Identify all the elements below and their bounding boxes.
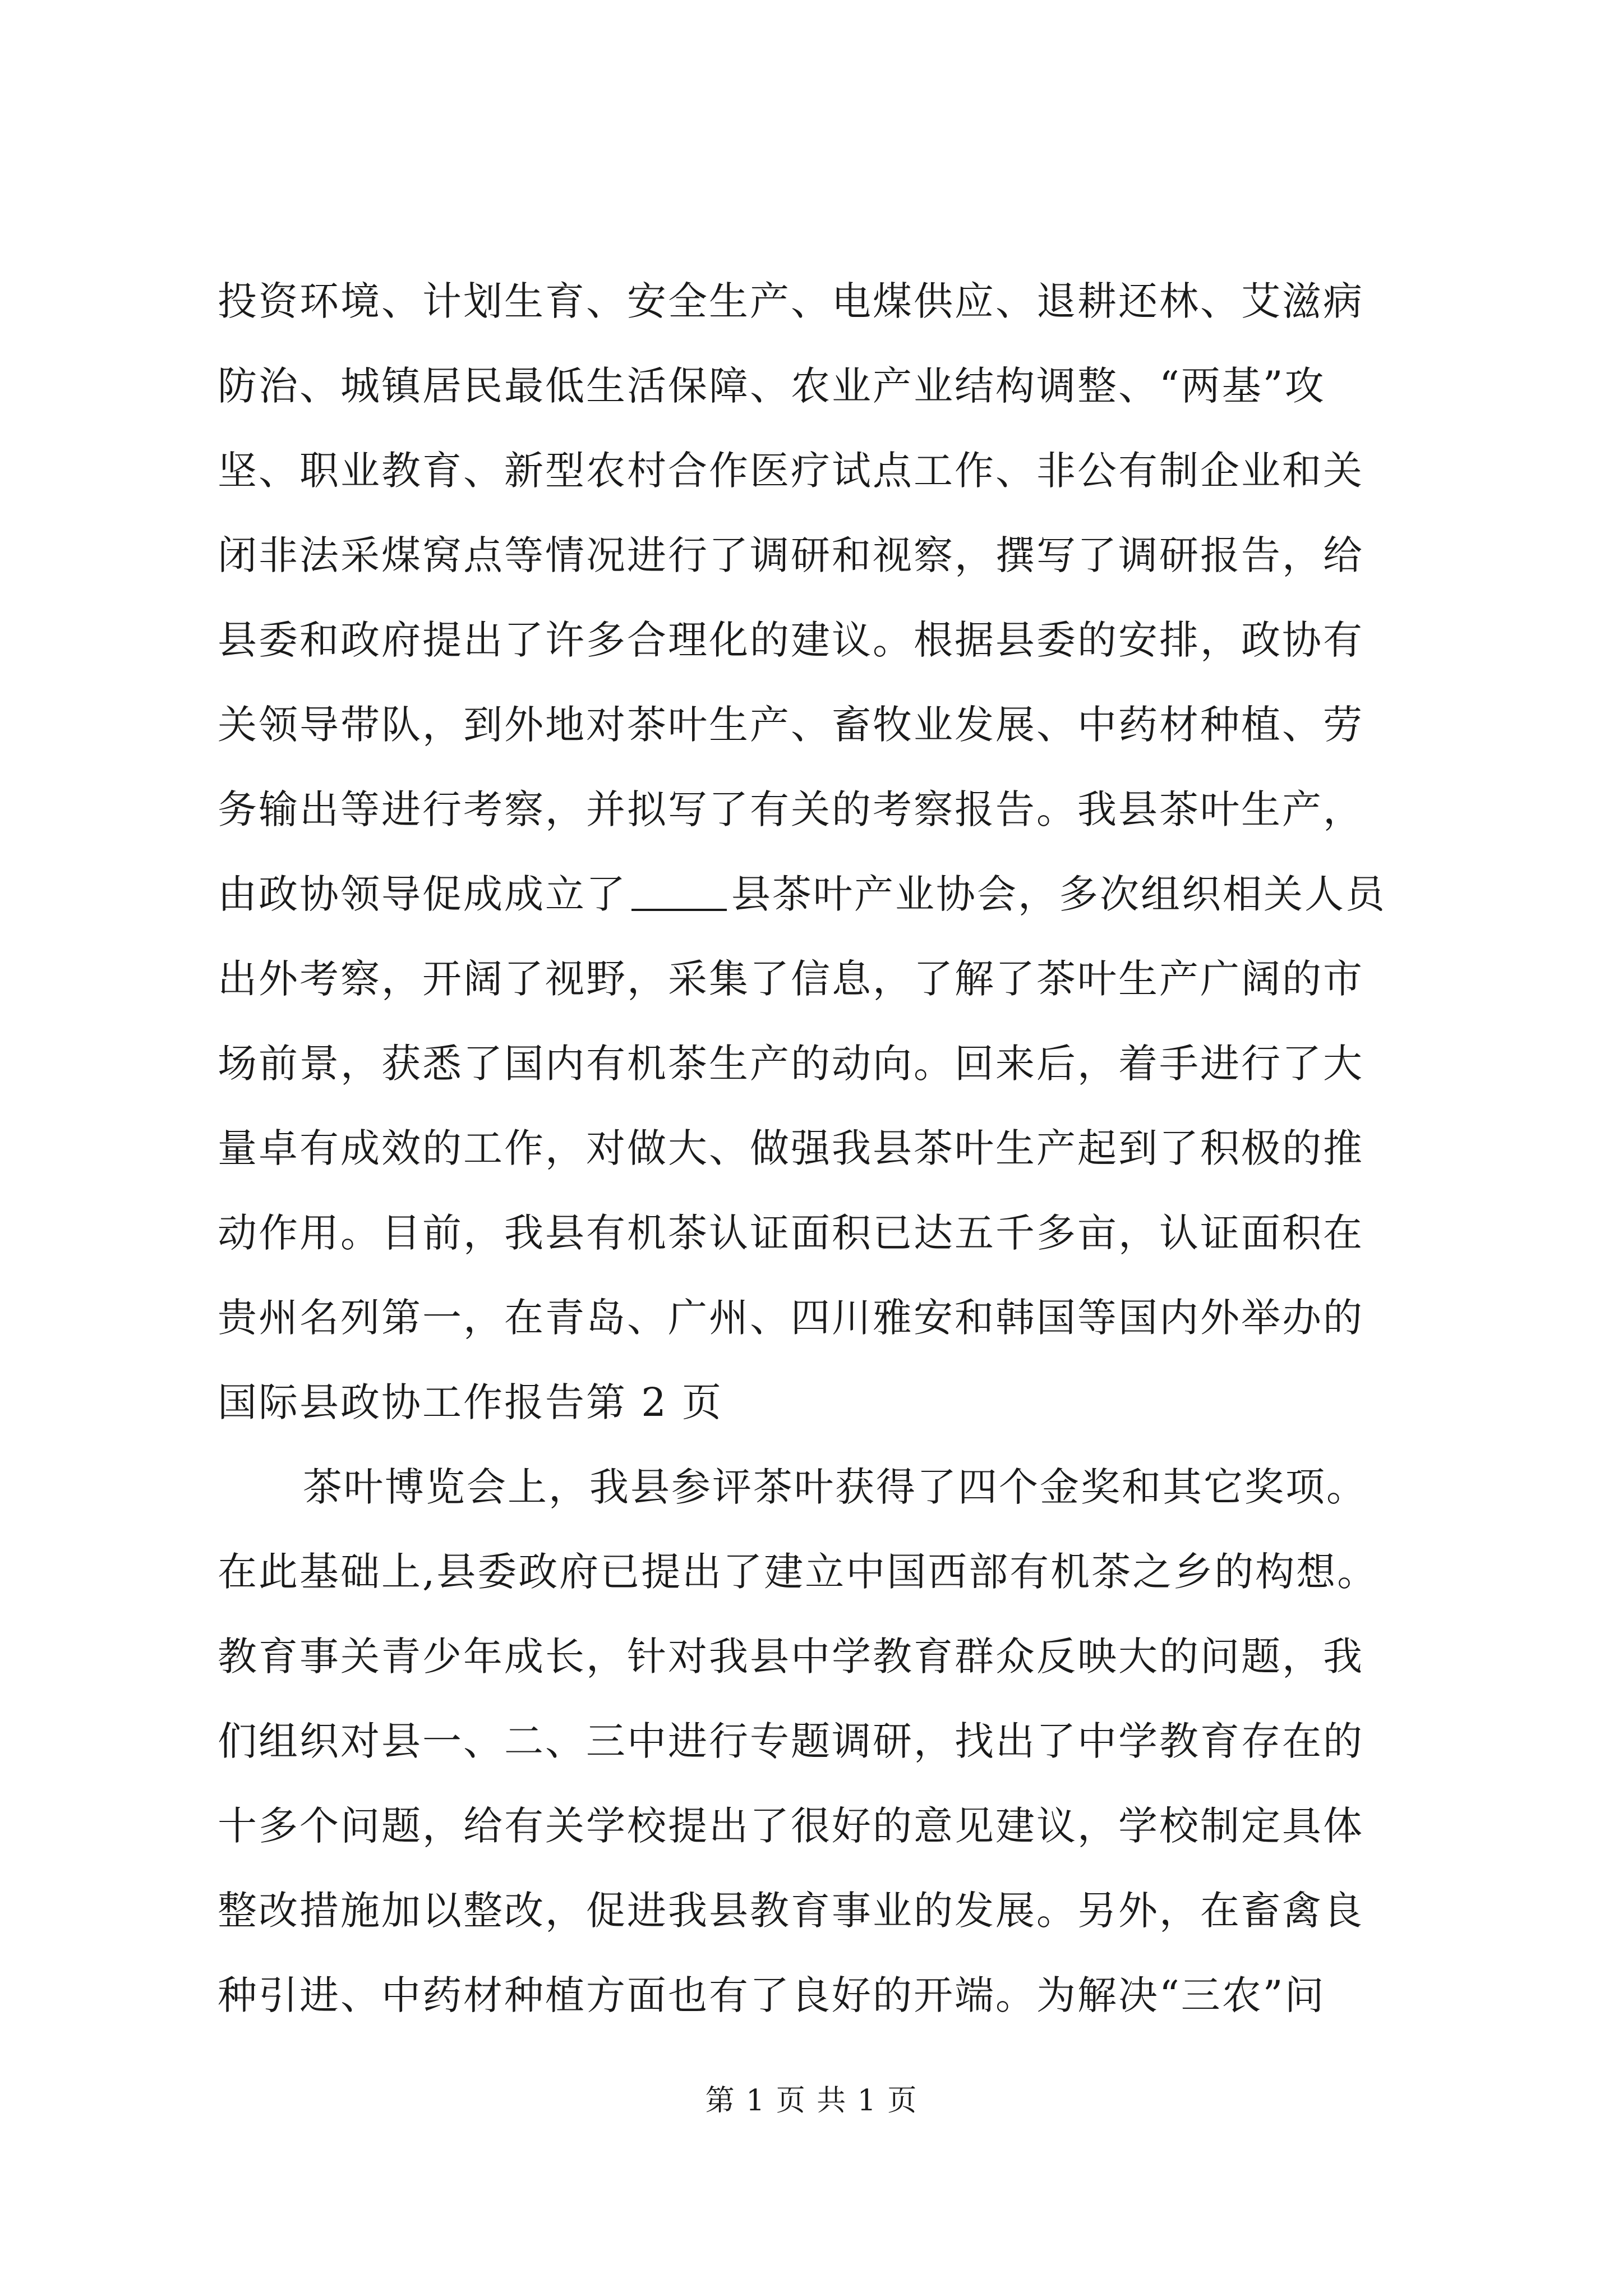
- text-line: 闭非法采煤窝点等情况进行了调研和视察，撰写了调研报告，给: [218, 532, 1364, 578]
- text-line: 教育事关青少年成长，针对我县中学教育群众反映大的问题，我: [218, 1634, 1364, 1680]
- text-line: 量卓有成效的工作，对做大、做强我县茶叶生产起到了积极的推: [218, 1125, 1364, 1171]
- text-line: 动作用。目前，我县有机茶认证面积已达五千多亩，认证面积在: [218, 1210, 1364, 1256]
- text-line: 关领导带队，到外地对茶叶生产、畜牧业发展、中药材种植、劳: [218, 702, 1364, 748]
- text-line: 国际县政协工作报告第 2 页: [218, 1379, 723, 1425]
- text-line: 务输出等进行考察，并拟写了有关的考察报告。我县茶叶生产，: [218, 786, 1364, 832]
- paragraph-first-line: 茶叶博览会上，我县参评茶叶获得了四个金奖和其它奖项。: [303, 1464, 1367, 1510]
- text-line: 贵州名列第一，在青岛、广州、四川雅安和韩国等国内外举办的: [218, 1295, 1364, 1341]
- text-before-blank: 由政协领导促成成立了: [218, 871, 627, 917]
- text-line: 种引进、中药材种植方面也有了良好的开端。为解决“三农”问: [218, 1972, 1326, 2018]
- text-after-blank: 县茶叶产业协会，多次组织相关人员: [731, 871, 1386, 917]
- text-line: 十多个问题，给有关学校提出了很好的意见建议，学校制定具体: [218, 1803, 1364, 1849]
- document-body: [218, 259, 1423, 2038]
- text-line: 整改措施加以整改，促进我县教育事业的发展。另外，在畜禽良: [218, 1888, 1364, 1934]
- text-line-with-blank: [218, 852, 1423, 937]
- page-footer: 第 1 页 共 1 页: [705, 2084, 918, 2118]
- text-line: 在此基础上,县委政府已提出了建立中国西部有机茶之乡的构想。: [218, 1549, 1378, 1595]
- text-line: 防治、城镇居民最低生活保障、农业产业结构调整、“两基”攻: [218, 363, 1326, 409]
- text-line: 场前景，获悉了国内有机茶生产的动向。回来后，着手进行了大: [218, 1041, 1364, 1087]
- fill-in-blank: [631, 869, 727, 911]
- text-line: 县委和政府提出了许多合理化的建议。根据县委的安排，政协有: [218, 617, 1364, 663]
- text-line: 投资环境、计划生育、安全生产、电煤供应、退耕还林、艾滋病: [218, 278, 1364, 324]
- text-line: 们组织对县一、二、三中进行专题调研，找出了中学教育存在的: [218, 1718, 1364, 1764]
- text-line: 坚、职业教育、新型农村合作医疗试点工作、非公有制企业和关: [218, 448, 1364, 494]
- text-line: 出外考察，开阔了视野，采集了信息，了解了茶叶生产广阔的市: [218, 956, 1364, 1002]
